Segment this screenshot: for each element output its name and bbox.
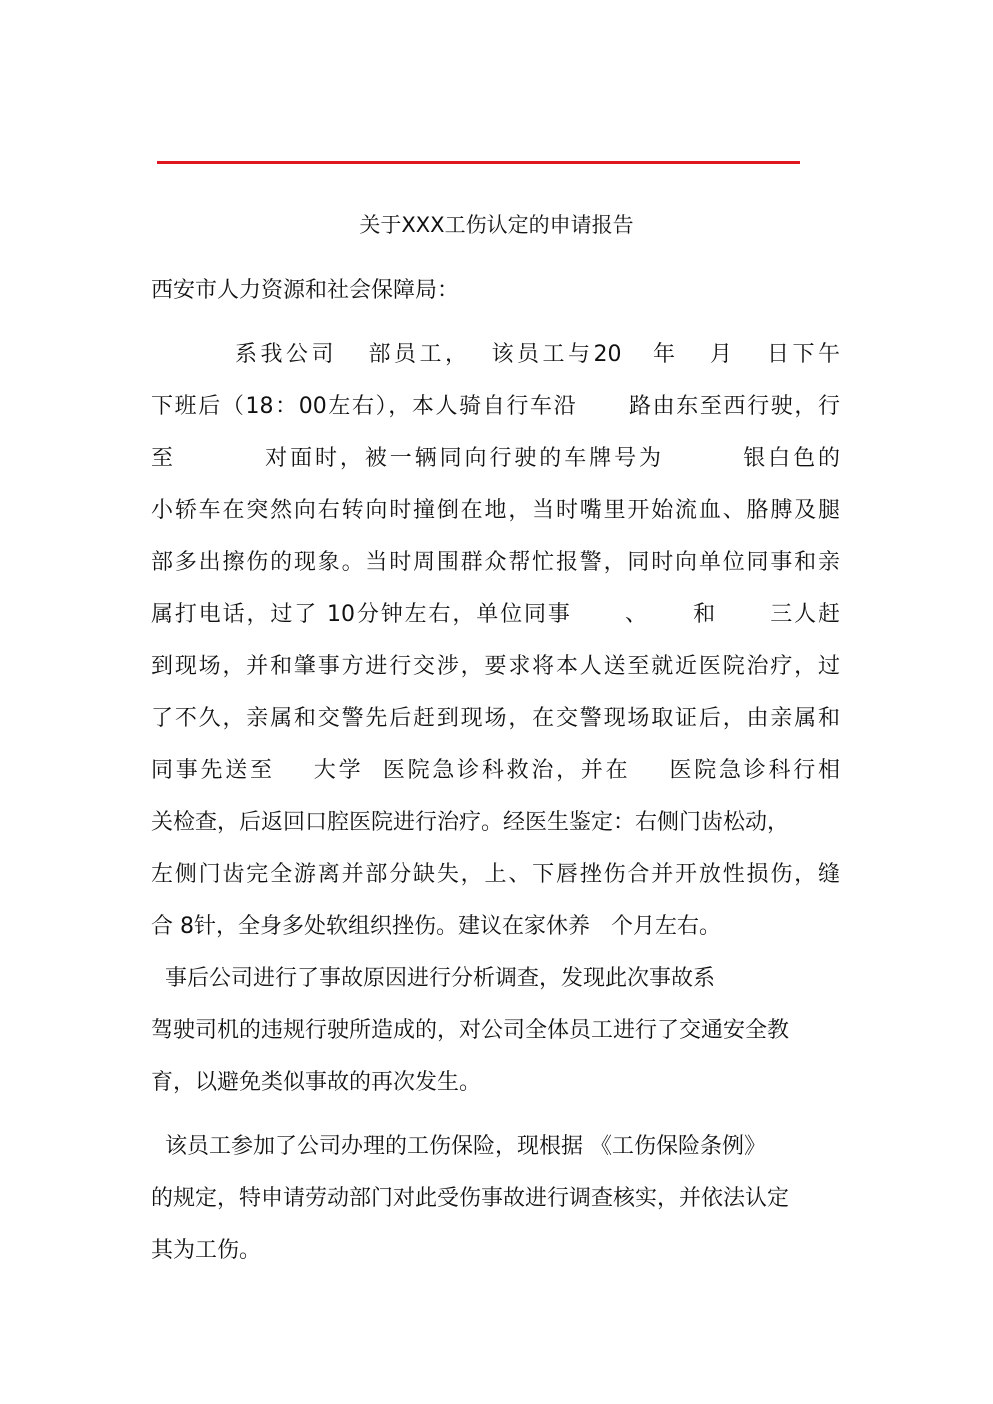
paragraph-1-line: 至 对面时，被一辆同向行驶的车牌号为 银白色的: [151, 446, 840, 471]
salutation: 西安市人力资源和社会保障局：: [151, 278, 460, 303]
paragraph-3-line: 该员工参加了公司办理的工伤保险，现根据 《工伤保险条例》: [151, 1134, 766, 1159]
paragraph-1-line: 属打电话，过了 10分钟左右，单位同事 、 和 三人赶: [151, 602, 840, 627]
paragraph-1-line: 关检查，后返回口腔医院进行治疗。经医生鉴定：右侧门齿松动，: [151, 810, 790, 835]
document-title: 关于XXX工伤认定的申请报告: [359, 213, 634, 237]
paragraph-3-line: 其为工伤。: [151, 1238, 262, 1263]
paragraph-2-line: 育，以避免类似事故的再次发生。: [151, 1070, 482, 1095]
header-rule: [157, 161, 800, 164]
paragraph-3-line: 的规定，特申请劳动部门对此受伤事故进行调查核实，并依法认定: [151, 1186, 790, 1211]
paragraph-1-line: 到现场，并和肇事方进行交涉，要求将本人送至就近医院治疗，过: [151, 654, 840, 679]
paragraph-1-line: 小轿车在突然向右转向时撞倒在地，当时嘴里开始流血、胳膊及腿: [151, 498, 840, 523]
paragraph-1-line: 左侧门齿完全游离并部分缺失，上、下唇挫伤合并开放性损伤，缝: [151, 862, 840, 887]
paragraph-1-line: 同事先送至 大学 医院急诊科救治，并在 医院急诊科行相: [151, 758, 840, 783]
paragraph-1-line: 了不久，亲属和交警先后赶到现场，在交警现场取证后，由亲属和: [151, 706, 840, 731]
paragraph-1-line: 部多出擦伤的现象。当时周围群众帮忙报警，同时向单位同事和亲: [151, 550, 840, 575]
paragraph-1-line: 系我公司 部员工， 该员工与20 年 月 日下午: [151, 342, 840, 367]
paragraph-2-line: 驾驶司机的违规行驶所造成的，对公司全体员工进行了交通安全教: [151, 1018, 790, 1043]
paragraph-1-line: 下班后（18：00左右），本人骑自行车沿 路由东至西行驶，行: [151, 394, 840, 419]
paragraph-2-line: 事后公司进行了事故原因进行分析调查，发现此次事故系: [151, 966, 715, 991]
paragraph-1-line: 合 8针，全身多处软组织挫伤。建议在家休养 个月左右。: [151, 914, 721, 939]
